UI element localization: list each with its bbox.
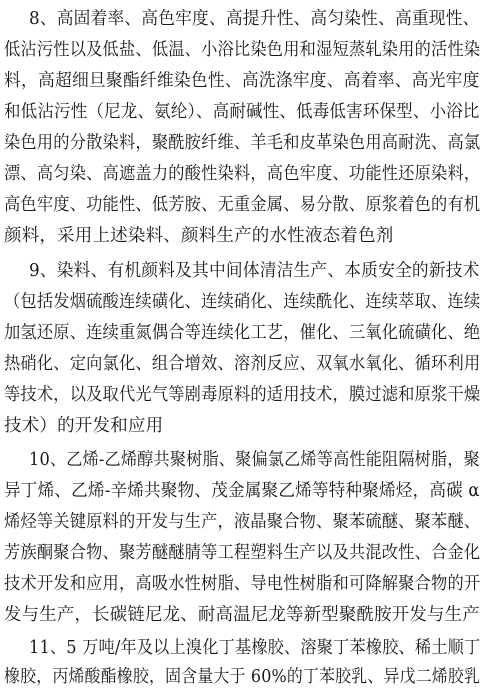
paragraph-line: 橡胶，丙烯酸酯橡胶，固含量大于 60%的丁苯胶乳、异戊二烯胶乳 [4,667,481,687]
paragraph-line: 8、高固着率、高色牢度、高提升性、高匀染性、高重现性、 [29,9,480,29]
paragraph-line: 漂、高匀染、高遮盖力的酸性染料，高色牢度、功能性还原染料， [4,164,481,184]
paragraph-line: 等技术，以及取代光气等剧毒原料的适用技术，膜过滤和原浆干燥 [4,385,481,405]
paragraph-line: 技术开发和应用，高吸水性树脂、导电性树脂和可降解聚合物的开 [4,574,481,594]
paragraph-line: 低沾污性以及低盐、低温、小浴比染色用和湿短蒸轧染用的活性染 [4,40,481,60]
paragraph-line: 10、乙烯-乙烯醇共聚树脂、聚偏氯乙烯等高性能阻隔树脂，聚 [29,450,480,470]
paragraph-line: 料，高超细旦聚酯纤维染色性、高洗涤牢度、高着率、高光牢度 [4,71,480,91]
paragraph-line: 加氢还原、连续重氮偶合等连续化工艺，催化、三氧化硫磺化、绝 [4,323,481,343]
paragraph-line: 染色用的分散染料，聚酰胺纤维、羊毛和皮革染色用高耐洗、高氯 [4,133,481,153]
paragraph-line: 异丁烯、乙烯-辛烯共聚物、茂金属聚乙烯等特种聚烯烃，高碳 α [4,481,480,501]
paragraph-line: 颜料，采用上述染料、颜料生产的水性液态着色剂 [4,226,394,246]
paragraph-line: 烯烃等关键原料的开发与生产，液晶聚合物、聚苯硫醚、聚苯醚、 [4,512,481,532]
paragraph-line: 高色牢度、功能性、低芳胺、无重金属、易分散、原浆着色的有机 [4,195,481,215]
paragraph-line: 发与生产，长碳链尼龙、耐高温尼龙等新型聚酰胺开发与生产 [4,605,480,625]
paragraph-line: 技术）的开发和应用 [4,416,164,436]
paragraph-line: （包括发烟硫酸连续磺化、连续硝化、连续酰化、连续萃取、连续 [4,292,481,312]
paragraph-line: 11、5 万吨/年及以上溴化丁基橡胶、溶聚丁苯橡胶、稀土顺丁 [29,638,481,658]
paragraph-line: 和低沾污性（尼龙、氨纶）、高耐碱性、低毒低害环保型、小浴比 [4,102,480,122]
paragraph-line: 热硝化、定向氯化、组合增效、溶剂反应、双氧水氧化、循环利用 [4,354,481,374]
paragraph-line: 芳族酮聚合物、聚芳醚醚腈等工程塑料生产以及共混改性、合金化 [4,543,481,563]
paragraph-line: 9、染料、有机颜料及其中间体清洁生产、本质安全的新技术 [29,261,480,281]
